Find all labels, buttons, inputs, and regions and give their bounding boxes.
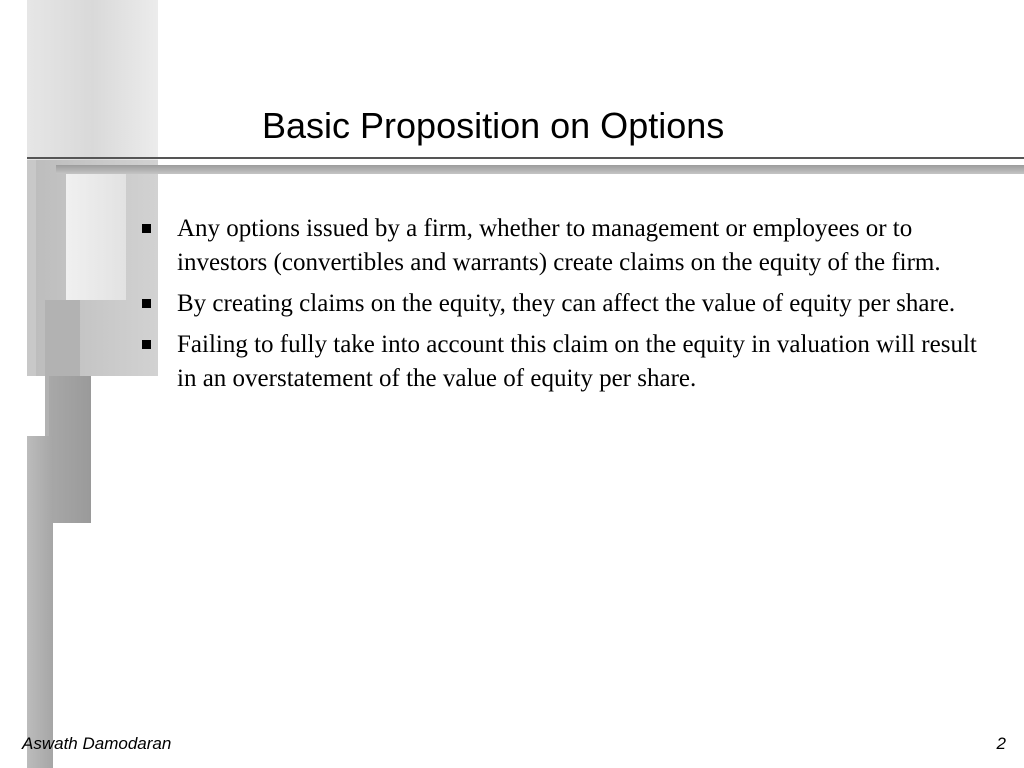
decorative-block [66, 172, 126, 300]
bullet-item [140, 287, 996, 321]
bullet-list [140, 212, 996, 403]
slide-title: Basic Proposition on Options [262, 105, 725, 146]
bullet-text: Any options issued by a firm, whether to management or employees or to investors (convertibles and warrants) create claims on the equity of the firm. [177, 215, 941, 276]
decorative-block [27, 436, 53, 768]
decorative-block [27, 0, 158, 160]
page-number: 2 [996, 734, 1006, 753]
title-divider-thick [56, 165, 1024, 174]
square-bullet-icon [142, 340, 151, 349]
square-bullet-icon [142, 224, 151, 233]
title-divider-thin [27, 157, 1024, 159]
decorative-block [49, 376, 91, 523]
bullet-item [140, 328, 996, 396]
bullet-text: Failing to fully take into account this claim on the equity in valuation will result in an overstatement of the value of equity per share. [177, 331, 977, 392]
footer-author: Aswath Damodaran [22, 734, 172, 753]
decorative-block [27, 160, 36, 376]
square-bullet-icon [142, 299, 151, 308]
bullet-item [140, 212, 996, 280]
bullet-text: By creating claims on the equity, they can affect the value of equity per share. [177, 290, 956, 317]
